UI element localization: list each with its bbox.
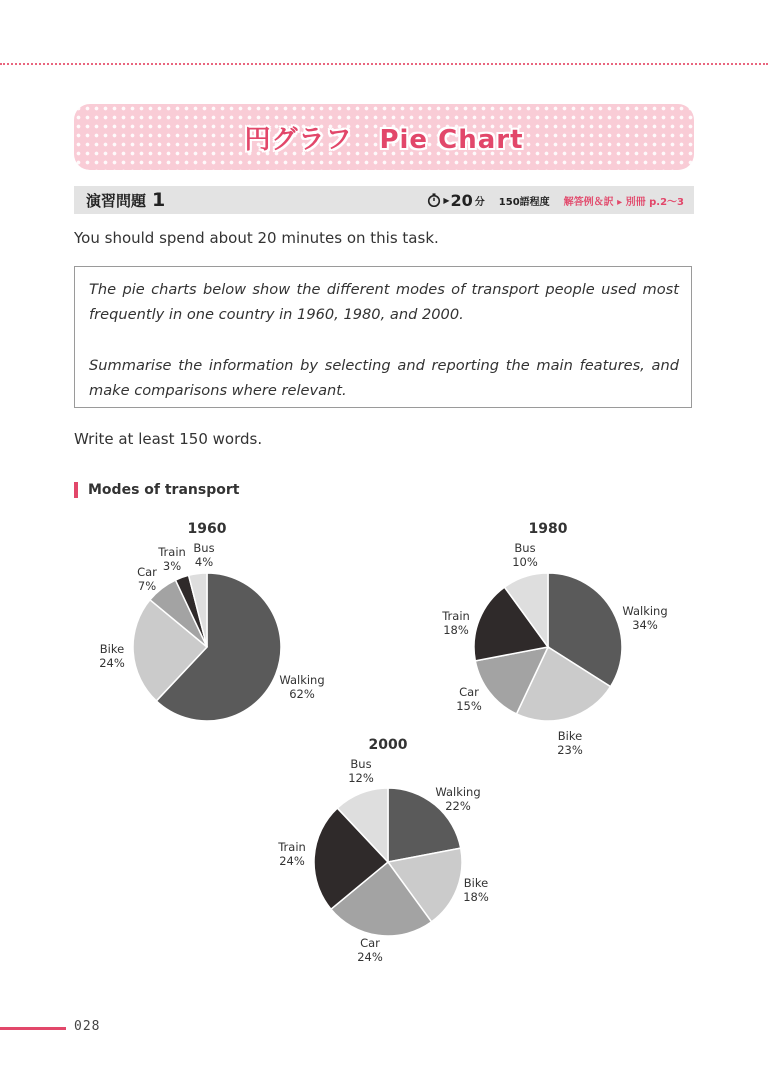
pie-label-1980-walking: Walking 34% [622,604,668,632]
pie-label-1960-bus: Bus 4% [193,541,215,569]
pie-label-1980-train: Train 18% [442,609,470,637]
task-paragraph-2: Summarise the information by selecting and reporting the main features, and make comparisons where relevant. [89,357,679,399]
banner-title: 円グラフ Pie Chart [244,124,524,155]
pie-label-1960-train: Train 3% [158,545,186,573]
pie-label-2000-bus: Bus 12% [348,757,374,785]
pie-label-1960-car: Car 7% [137,565,157,593]
pie-chart-2000 [277,737,489,964]
pie-chart-1960 [99,521,324,721]
pie-label-2000-walking: Walking 22% [435,785,481,813]
pie-title-1960: 1960 [187,521,227,537]
page-number: 028 [74,1019,101,1034]
pie-label-1980-car: Car 15% [456,685,482,713]
pie-label-1960-walking: Walking 62% [279,673,325,701]
pie-label-1980-bike: Bike 23% [557,729,583,757]
pie-label-2000-car: Car 24% [357,936,383,964]
answer-reference: 解答例＆訳 ▸ 別冊 p.2〜3 [563,196,684,208]
pie-chart-1980 [441,521,667,757]
word-requirement: Write at least 150 words. [74,430,263,448]
pie-title-2000: 2000 [368,737,408,753]
exercise-number: 1 [152,189,166,211]
word-count: 150語程度 [498,196,550,208]
section-title: Modes of transport [88,482,240,498]
pie-label-2000-bike: Bike 18% [463,876,489,904]
pie-title-1980: 1980 [528,521,568,537]
pie-label-1980-bus: Bus 10% [512,541,538,569]
pie-label-1960-bike: Bike 24% [99,642,125,670]
pie-label-2000-train: Train 24% [278,840,306,868]
footer-accent-bar [0,1027,66,1030]
play-triangle-icon: ▶ [443,195,450,205]
time-minutes: 20 [450,190,473,210]
task-paragraph-1: The pie charts below show the different modes of transport people used most frequently in one country in 1960, 1980, and 2000. [89,281,679,323]
time-unit: 分 [474,196,485,208]
exercise-label: 演習問題 [86,191,147,210]
time-instruction: You should spend about 20 minutes on this task. [74,229,439,247]
